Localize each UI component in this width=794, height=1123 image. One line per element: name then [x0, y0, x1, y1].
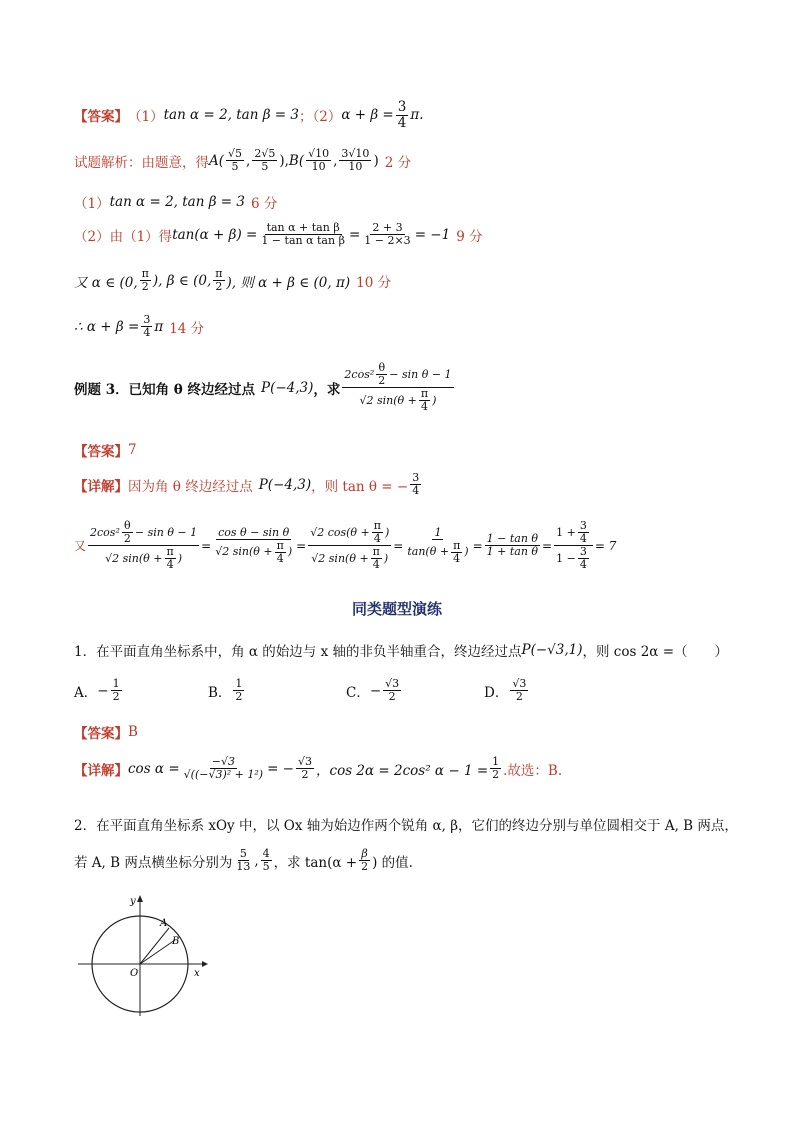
expression-fraction: 2cos² $\frac{\theta}{2}$ − sin θ − 1 √2 sin(θ + $\frac{\pi}{4}$ )	[344, 361, 452, 414]
origin-label: O	[130, 968, 139, 979]
example-3: 例题 3．已知角 θ 终边经过点 P(−4,3) ，求 2cos² $\frac{\theta}{2}$ − sin θ − 1 √2 sin(θ + $\frac{\pi}{4}$ )	[74, 361, 452, 414]
unit-circle-figure	[74, 892, 214, 1022]
question-1: 1．在平面直角坐标系中，角 α 的始边与 x 轴的非负半轴重合，终边经过点 P(−√3,1) ，则 cos 2α =（ ）	[74, 642, 729, 660]
detail-q1-line: 【详解】 cos α = $\frac{-√3}{\text{√((−√3)² + 1²)}}$ = − $\frac{√3}{2}$ ，cos 2α = 2cos² α − 1 = $\frac{1}{2}$ .故选：B.	[74, 755, 563, 782]
point-b-label: B	[172, 936, 180, 947]
question-2-line-2: 若 A, B 两点横坐标分别为 $\frac{5}{13}$ , $\frac{4}{5}$ ，求 tan(α + $\frac{\beta}{2}$ ) 的值.	[74, 847, 413, 874]
step-4: ∴ α + β = $\frac{3}{4}$ π 14 分	[74, 313, 205, 340]
score: 10 分	[356, 274, 392, 291]
x-arrow-icon	[202, 961, 208, 967]
option-a[interactable]: A． − $\frac{1}{2}$	[74, 677, 120, 704]
ray-b	[140, 940, 175, 964]
fraction: $\frac{3}{4}$	[397, 99, 407, 131]
answer-1-line: 【答案】 （1） tan α = 2, tan β = 3 ；（2） α + β = $\frac{3}{4}$ π.	[74, 99, 424, 131]
y-label: y	[130, 896, 136, 907]
answer-3-line: 【答案】 7	[74, 442, 137, 460]
step-1: （1） tan α = 2, tan β = 3 6 分	[74, 194, 278, 212]
y-arrow-icon	[137, 895, 143, 902]
answer-q1-line: 【答案】 B	[74, 724, 138, 742]
detail-3-line: 【详解】 因为角 θ 终边经过点 P(−4,3) ，则 tan θ = − $\frac{3}{4}$	[74, 471, 420, 498]
point-a-label: A	[160, 918, 168, 929]
option-b[interactable]: B． $\frac{1}{2}$	[208, 677, 243, 704]
option-c[interactable]: C． − $\frac{√3}{2}$	[346, 677, 400, 704]
step-2: （2）由（1）得 tan(α + β) = $\frac{\text{tan α + tan β}}{\text{1 − tan α tan β}}$ = $\frac{2 + 3}{1 - 2\times 3}$ = −1 9 分	[74, 221, 483, 248]
computation-chain: 又 2cos² $\frac{\theta}{2}$ − sin θ − 1 √2 sin(θ + $\frac{\pi}{4}$ ) = cos θ − sin θ √2 sin(θ + $\frac{\pi}{4}$ ) = √2 cos(θ + $\frac{\pi}{4}$ ) √2 sin(θ + $\frac{\pi}{4}$ ) = 1 tan(θ + $\frac{\pi}{4}$ ) = $\frac{\text{1 − tan θ}}{\text{1 + tan θ}}$ = 1 + $\frac{3}{4}$ 1 − $\frac{3}{4}$ = 7	[74, 519, 617, 572]
x-label: x	[194, 968, 200, 979]
question-2-line-1: 2．在平面直角坐标系 xOy 中，以 Ox 轴为始边作两个锐角 α, β，它们的终边分别与单位圆相交于 A, B 两点，	[74, 818, 738, 834]
analysis-line: 试题解析：由题意，得 A( $\frac{√5}{5}$ , $\frac{2√5}{5}$ ), B( $\frac{√10}{10}$ , $\frac{3√10}{10}$ ) 2 分	[74, 147, 412, 174]
option-d[interactable]: D． $\frac{√3}{2}$	[484, 677, 527, 704]
ray-a	[140, 928, 169, 964]
answer-tag: 【答案】	[74, 109, 128, 126]
score: 14 分	[169, 320, 205, 337]
step-3: 又 α ∈ (0, $\frac{\pi}{2}$ ), β ∈ (0, $\frac{\pi}{2}$ ), 则 α + β ∈ (0, π) 10 分	[74, 267, 392, 294]
score: 6 分	[250, 196, 278, 212]
score: 9 分	[456, 228, 483, 245]
section-title: 同类题型演练	[351, 600, 442, 618]
score: 2 分	[384, 154, 412, 171]
